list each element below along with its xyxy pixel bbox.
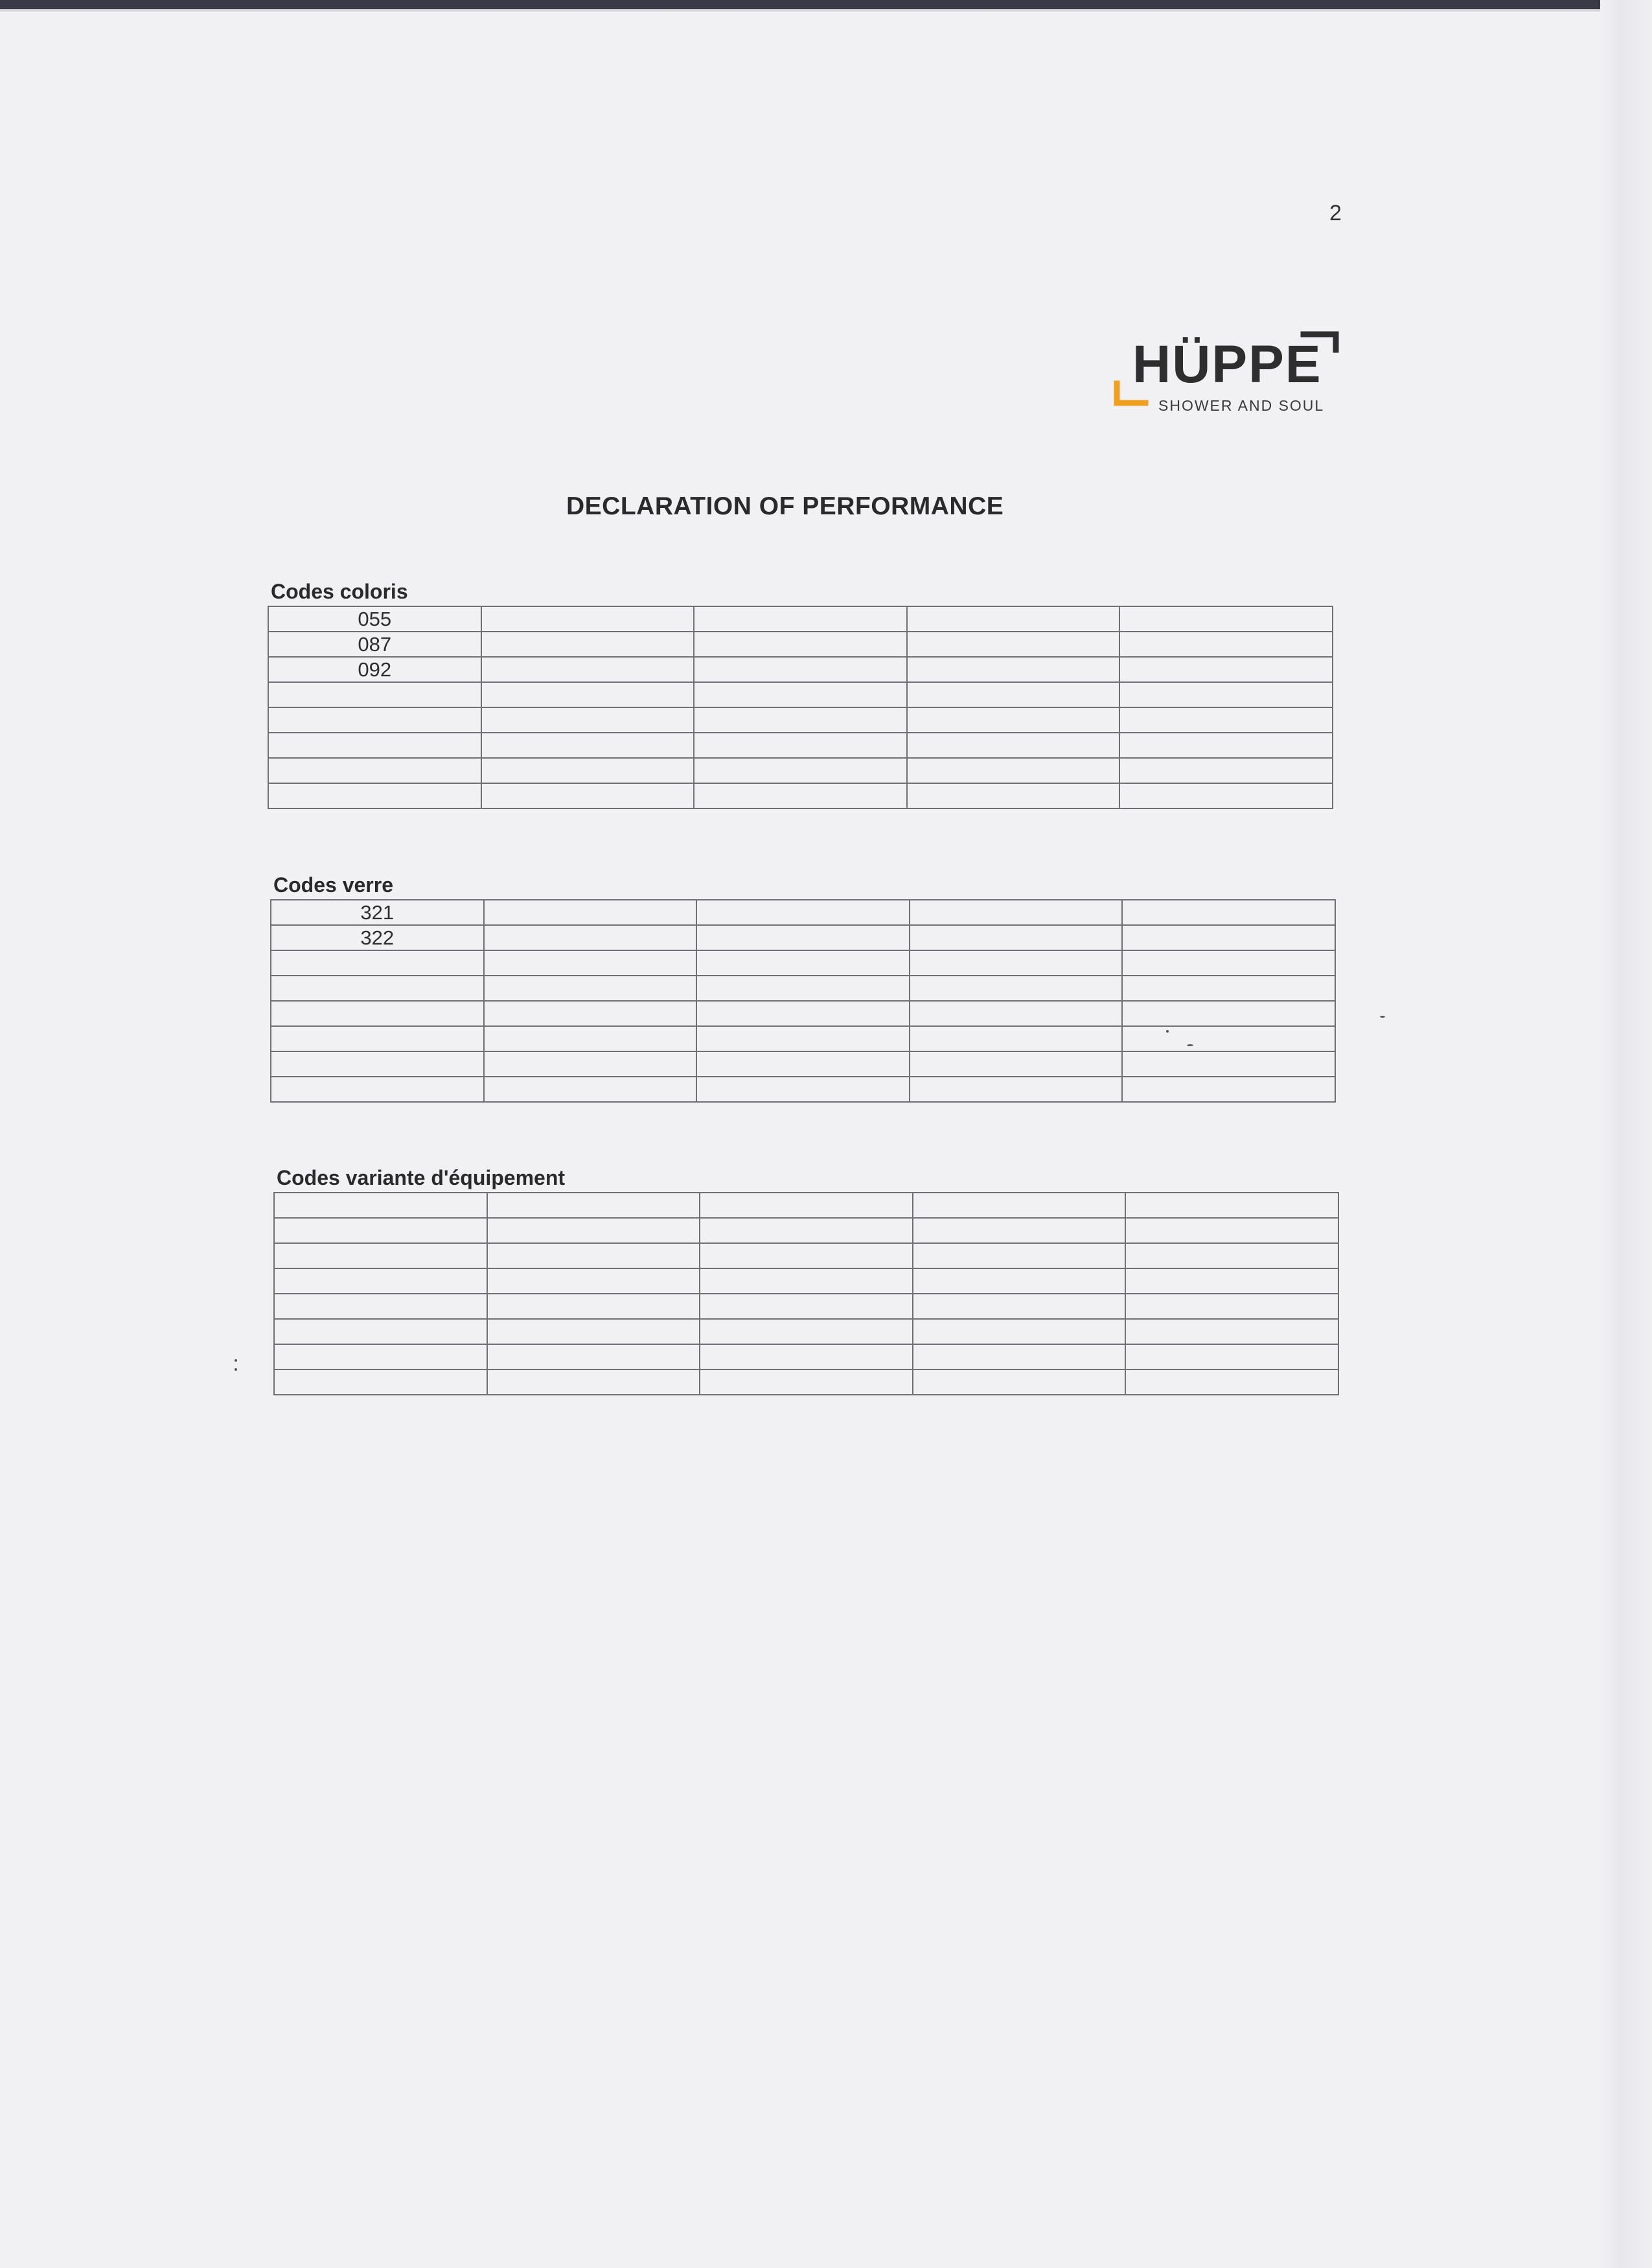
table-row [271,1077,1335,1102]
table-cell [694,657,907,682]
table-row [274,1193,1338,1218]
table-cell [696,1051,910,1077]
table-cell [271,1026,484,1051]
table-cell [913,1294,1126,1319]
table-row [274,1218,1338,1243]
table-cell [274,1193,487,1218]
table-cell [1119,783,1333,808]
table-cell [1125,1294,1338,1319]
table-cell [907,682,1120,707]
table-row [271,1026,1335,1051]
table-cell [913,1319,1126,1344]
table-cell [913,1344,1126,1369]
table-cell: 321 [271,900,484,925]
table-cell: 087 [268,632,481,657]
table-cell [1119,758,1333,783]
table-cell [1119,707,1333,733]
table-cell [910,1026,1123,1051]
table-cell [487,1294,700,1319]
table-cell [910,1001,1123,1026]
table-cell [700,1268,913,1294]
table-cell [487,1344,700,1369]
table-row [271,950,1335,976]
table-row [268,682,1333,707]
table-cell [700,1243,913,1268]
table-cell [1125,1369,1338,1395]
table-row [268,733,1333,758]
table-cell [907,758,1120,783]
table-cell [1122,1077,1335,1102]
table-row [268,758,1333,783]
table-cell [271,950,484,976]
table-cell [694,733,907,758]
table-cell [700,1193,913,1218]
table-cell [694,606,907,632]
table-cell [487,1193,700,1218]
table-cell [487,1369,700,1395]
table-cell: 092 [268,657,481,682]
table-cell [484,1051,697,1077]
table-cell [910,925,1123,950]
table-cell [268,783,481,808]
table-row [274,1369,1338,1395]
table-cell [907,733,1120,758]
table-cell [910,900,1123,925]
table-cell [481,632,694,657]
table-cell [696,976,910,1001]
table-cell [1122,925,1335,950]
table-cell [487,1243,700,1268]
document-page [0,12,1607,2268]
table-cell [274,1369,487,1395]
scan-right-edge [1600,0,1652,2268]
table-cell [913,1243,1126,1268]
table-cell [274,1319,487,1344]
table-cell [484,1077,697,1102]
table-cell [907,783,1120,808]
table-cell [487,1268,700,1294]
table-cell [268,758,481,783]
table-cell [907,606,1120,632]
table-cell: 322 [271,925,484,950]
table-cell [907,632,1120,657]
table-cell [271,1051,484,1077]
document-title: DECLARATION OF PERFORMANCE [566,492,1004,520]
table-cell [487,1319,700,1344]
glass-codes-label: Codes verre [273,873,393,897]
table-row [274,1294,1338,1319]
table-cell [1119,632,1333,657]
table-row [268,632,1333,657]
table-cell [1122,1001,1335,1026]
scan-speck [235,1359,237,1362]
table-cell [700,1294,913,1319]
table-cell [913,1268,1126,1294]
table-cell [268,707,481,733]
huppe-logo [1109,324,1342,421]
table-cell [481,758,694,783]
table-cell [910,1077,1123,1102]
table-cell [481,606,694,632]
table-cell [696,1001,910,1026]
table-row [268,707,1333,733]
table-cell [694,707,907,733]
table-cell [271,1001,484,1026]
table-cell [1122,900,1335,925]
table-cell [487,1218,700,1243]
colour-codes-table [268,606,1333,809]
table-cell [481,657,694,682]
table-cell [910,976,1123,1001]
table-row [274,1243,1338,1268]
table-cell [696,925,910,950]
table-cell [700,1319,913,1344]
table-cell [913,1369,1126,1395]
scan-speck [235,1368,237,1371]
table-row [271,1051,1335,1077]
table-cell [1119,657,1333,682]
table-cell [274,1268,487,1294]
table-cell [481,733,694,758]
table-cell [268,682,481,707]
table-cell [913,1218,1126,1243]
table-cell [1125,1319,1338,1344]
table-cell [907,657,1120,682]
logo-tagline: SHOWER AND SOUL [1158,397,1325,414]
table-cell [1125,1268,1338,1294]
table-cell [481,707,694,733]
table-cell [484,1001,697,1026]
glass-codes-table [270,899,1336,1103]
table-row [271,1001,1335,1026]
table-cell [907,707,1120,733]
table-cell [694,783,907,808]
table-cell [484,900,697,925]
table-row [268,657,1333,682]
table-cell [694,682,907,707]
table-row [271,925,1335,950]
table-row [271,900,1335,925]
table-row [274,1344,1338,1369]
table-cell [1125,1193,1338,1218]
table-cell [1119,682,1333,707]
table-cell [1122,1051,1335,1077]
table-cell [1122,976,1335,1001]
table-row [274,1268,1338,1294]
table-cell [910,1051,1123,1077]
scan-speck [1166,1030,1169,1033]
table-cell [1122,950,1335,976]
table-cell [700,1369,913,1395]
logo-wordmark: HÜPPE [1132,335,1322,394]
table-cell [696,900,910,925]
scan-speck [1187,1044,1193,1046]
table-cell [484,950,697,976]
equipment-codes-table [273,1192,1339,1395]
table-cell [274,1243,487,1268]
table-row [274,1319,1338,1344]
table-cell [274,1294,487,1319]
page-number: 2 [1329,201,1342,225]
table-cell [1125,1218,1338,1243]
equipment-codes-label: Codes variante d'équipement [277,1166,566,1189]
table-row [268,783,1333,808]
table-cell [700,1344,913,1369]
table-cell [696,1077,910,1102]
table-cell [1119,733,1333,758]
table-cell [484,976,697,1001]
table-cell [696,1026,910,1051]
table-cell [1125,1344,1338,1369]
scan-speck [1380,1016,1385,1018]
table-cell [481,682,694,707]
table-cell [481,783,694,808]
table-cell [694,758,907,783]
table-cell [700,1218,913,1243]
scan-top-border [0,0,1652,9]
table-cell [1122,1026,1335,1051]
table-cell [910,950,1123,976]
table-cell [271,1077,484,1102]
table-row [271,976,1335,1001]
table-cell [913,1193,1126,1218]
table-cell [268,733,481,758]
table-cell: 055 [268,606,481,632]
table-cell [694,632,907,657]
table-row [268,606,1333,632]
table-cell [271,976,484,1001]
table-cell [1119,606,1333,632]
table-cell [696,950,910,976]
table-cell [274,1344,487,1369]
table-cell [484,1026,697,1051]
table-cell [274,1218,487,1243]
table-cell [484,925,697,950]
colour-codes-label: Codes coloris [271,580,408,603]
table-cell [1125,1243,1338,1268]
